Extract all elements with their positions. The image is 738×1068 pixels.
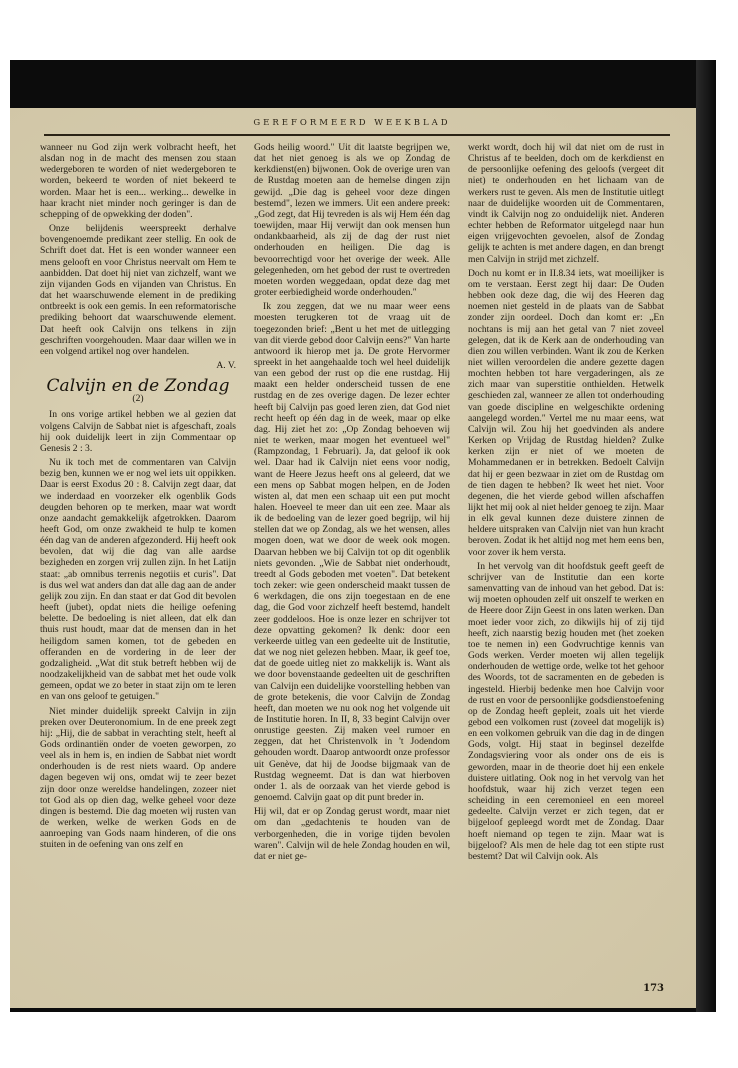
column-2 [254, 142, 450, 986]
scanned-page-background [10, 60, 716, 1012]
paragraph: In ons vorige artikel hebben we al gezien dat volgens Calvijn de Sabbat niet is afgeschaft, zoals hij ook duidelijk leert in zijn Commentaar op Genesis 2 : 3. [40, 409, 236, 454]
paragraph: wanneer nu God zijn werk volbracht heeft, het alsdan nog in de macht des mensen zou staan wedergeboren te worden of niet wedergeboren te worden, bekeerd te worden of niet bekeerd te worden. Maar het is een... werking... dewelke in haar kracht niet minder noch geringer is dan de schepping of de opwekking der doden". [40, 142, 236, 220]
book-spine [696, 60, 716, 1012]
paragraph: Hij wil, dat er op Zondag gerust wordt, maar niet om dan „gedachtenis te houden van de verborgenheden, die in vorige tijden bevolen waren". Calvijn wil de hele Zondag houden en wil, dat er niet ge- [254, 806, 450, 862]
paragraph: In het vervolg van dit hoofdstuk geeft geeft de schrijver van de Institutie dan een korte samenvatting van de inhoud van het gebod. Dat is: wij moeten ophouden zelf uit onszelf te werken en de Heere door Zijn Geest in ons laten werken. Dan moet ieder voor zich, zo dikwijls hij of zij tijd heeft, zich naarstig bezig houden met (het zoeken toe te nemen in) een Godvruchtige kennis van Gods werken. Verder moeten wij allen tegelijk onderhouden de wettige orde, welke tot het gehoor des Woords, tot de sacramenten en de gebeden is ingesteld. Hierbij bedenke men hoe Calvijn voor de rust en voor de persoonlijke godsdienstoefening op de Zondag heeft gepleit, zoals uit het vierde gebod een volkomen rust (zoveel dat mogelijk is) en een volkomen gebruik van die dag in de dingen Gods, volgt. Hij staat in beginsel dezelfde Zondagsviering voor als onder ons de eis is geworden, maar in de theorie doet hij een enkele duistere uitlating. Ook nog in het vervolg van het hoofdstuk, waar hij zich verzet tegen een scheiding in een ceremonieel en een moreel gedeelte. Calvijn verzet er zich tegen, dat er bijgeloof gepleegd wordt met de Zondag. Daar hoeft niemand op tegen te zijn. Maar wat is bijgeloof? Als men de hele dag tot een stipte rust bestemt? Dat wil Calvijn ook. Als [468, 560, 664, 862]
magazine-page [10, 108, 696, 1008]
paragraph: Gods heilig woord." Uit dit laatste begrijpen we, dat het niet genoeg is als we op Zondag de kerkdienst(en) bijwonen. Ook de overige uren van de Rustdag moeten aan de hemelse dingen zijn gewijd. „Die dag is geheel voor deze dingen bestemd", lezen we immers. Uit een andere preek: „God zegt, dat Hij tevreden is als wij Hem één dag toewijden, maar Hij verwijt dan ook mensen hun ondankbaarheid, als zij de dag der rust niet onderhouden en heiligen. Die dag is bevoorrechtigd voor het overige der week. Alle gelegenheden, om het gebod der rust te overtreden moeten worden weggedaan, opdat deze dag met groter eerbiedigheid worde onderhouden." [254, 142, 450, 299]
header-rule [44, 134, 670, 136]
paragraph: Niet minder duidelijk spreekt Calvijn in zijn preken over Deuteronomium. In de ene preek zegt hij: „Hij, die de sabbat in verachting stelt, heeft al Gods ordinantiën onder de voeten geworpen, zo veel als in hem is, en indien de Sabbat niet wordt onderhouden is de rest niets waard. Op andere dagen begeven wij ons, omdat wij te zeer bezet zijn door onze wereldse handelingen, zozeer niet tot God als op dien dag, welke geheel voor deze dingen is bestemd. Die dag moeten wij rusten van de werken, welke de werken Gods en de aanroeping van Gods naam hinderen, of die ons stuiten in de oefening van ons zelf en [40, 705, 236, 851]
author-signature: A. V. [216, 359, 236, 371]
column-1 [40, 142, 236, 986]
running-head: GEREFORMEERD WEEKBLAD [253, 118, 451, 128]
page-number: 173 [643, 983, 664, 994]
column-3 [468, 142, 664, 986]
paragraph: Ik zou zeggen, dat we nu maar weer eens moesten terugkeren tot de vraag uit de toegezonden brief: „Bent u het met de uitlegging van dit vierde gebod door Calvijn eens?" Van harte antwoord ik hierop met ja. De grote Hervormer spreekt in het aangehaalde toch wel heel duidelijk van een gebod der rust op die ene rustdag. Hij maakt een helder onderscheid tussen de ene rustdag en de zes overige dagen. De lezer echter heeft bij Calvijn pas goed leren zien, dat God niet recht heeft op één dag in de week, maar op elke dag. Hij ziet het zo: „Op Zondag behoeven wij niet te werken, maar mogen het eventueel wel" (Rampzondag, 1 Februari). Ja, dat geloof ik ook wel. Daar had ik Calvijn niet eens voor nodig, want de Heere Jezus heeft ons al geleerd, dat we een mens op Sabbat mogen helpen, en de Joden wisten al, dat men een schaap uit een put mocht halen. Hoeveel te meer dan uit een zee. Maar als ik de bedoeling van de lezer goed begrijp, wil hij stellen dat we op Zondag, als we het wensen, alles mogen doen, wat we door de week ook mogen. Daarvan hebben we bij Calvijn tot op dit ogenblik niets gevonden. „Wie de Sabbat niet onderhoudt, treedt al Gods geboden met voeten". Dat betekent toch zeker: wie geen onderscheid maakt tussen de 6 werkdagen, die ons zijn toegestaan en de ene dag, die God voor zichzelf heeft bestemd, handelt zeer goddeloos. Hoe is onze lezer en schrijver tot deze opvatting gekomen? Ik denk: door een verkeerde uitleg van een gedeelte uit de Institutie, dat we nog niet gelezen hebben. Maar, ik geef toe, dat de goede uitleg niet zo makkelijk is. Want als we door bovenstaande gedeelten uit de geschriften van Calvijn een duidelijke voorstelling hebben van de grote betekenis, die voor Calvijn de Zondag heeft, dan moeten we nu ook nog het volgende uit de Institutie horen. In II, 8, 33 begint Calvijn over onrustige geesten. Zij maken veel rumoer en zeggen, dat het Christenvolk in 't Jodendom gehouden wordt. Daarop antwoordt onze professor uit Genève, dat hij de Joodse bijgmaak van de Rustdag wegneemt. Dat is dan wat hierboven onder 1. als de oorzaak van het vierde gebod is genoemd. Calvijn gaat op dit punt breder in. [254, 301, 450, 804]
paragraph: Nu ik toch met de commentaren van Calvijn bezig ben, kunnen we er nog wel iets uit oppikken. Daar is eerst Exodus 20 : 8. Calvijn zegt daar, dat we inderdaad en voorzeker elk ogenblik Gods deugden behoren op te merken, maar wat wordt onze aandacht gemakkelijk afgetrokken. Daarom heeft God, om onze zwakheid te hulp te komen één dag van de anderen afgezonderd. Hij heeft ook bevolen, dat wij die dag van alle aardse bezigheden en zorgen vrij zullen zijn. In het Latijn staat: „ab omnibus terrenis negotiis et curis". Dat is dus wel wat anders dan dat alle dag aan de ander gelijk zou zijn. En dan staat er dat God dit bevolen heeft (jubet), opdat niets die heilige oefening belette. De bedoeling is niet alleen, dat elk dan thuis rust houdt, maar dat de mensen dan in het heiligdom samen komen, tot de gebeden en offeranden en de vordering in de leer der godzaligheid. „Wat dit stuk betreft hebben wij de noodzakelijkheid van de sabbat met het oude volk gemeen, opdat we zo beter in staat zijn om te leren en van ons geloof te getuigen." [40, 457, 236, 703]
paragraph: werkt wordt, doch hij wil dat niet om de rust in Christus af te beelden, doch om de kerkdienst en de persoonlijke oefening des geloofs (vergeet dit niet) te onderhouden en het lichaam van de werkers rust te geven. Als men de Institutie uitlegt naar de duidelijke woorden uit de Commentaren, vindt ik Calvijn nog zo onduidelijk niet. Anderen echter hebben de Reformator uitgelegd naar hun eigen vrijgevochten gevoelen, alsof de Zondag gelijk te achten is met andere dagen, en dan brengt men Calvijn in strijd met zichzelf. [468, 142, 664, 265]
paragraph: Onze belijdenis weerspreekt derhalve bovengenoemde predikant zeer stellig. En ook de Schrift doet dat. Het is een wonder wanneer een mens gelooft en voor Christus neervalt om Hem te aanbidden. Dat doet hij niet van zichzelf, want we zijn vijanden Gods en vijanden van Christus. En dat het waarschuwende element in de prediking ontbreekt is ook een gemis. In een reformatorische prediking behoort dat waarschuwende element. Dat heeft ook Calvijn ons telkens in zijn geschriften voorgehouden. Maar daar willen we in een volgend artikel nog over handelen. [40, 223, 236, 357]
article-title: Calvijn en de Zondag [46, 376, 230, 397]
article-number: (2) [132, 393, 144, 405]
paragraph: Doch nu komt er in II.8.34 iets, wat moeilijker is om te verstaan. Eerst zegt hij daar: De Ouden hebben ook deze dag, die wij des Heeren dag noemen niet gesteld in de plaats van de Sabbat zonder zijn oordeel. Doch dan komt er: „En nochtans is mij aan het getal van 7 niet zoveel gelegen, dat ik de Kerk aan de onderhouding van dien zou willen verbinden. Want ik zou de Kerken niet willen veroordelen die andere gezette dagen mochten hebben tot hare vergaderingen, als ze zich maar van superstitie onthielden. Hetwelk geschieden zal, wanneer ze allen tot onderhouding van goede discipline en welgeschikte ordening aangelegd worden." Vertel me nu maar eens, wat Calvijn wil. Zou hij het goedvinden als andere Kerken op Vrijdag de Rustdag hielden? Zulke kerken zijn er niet of we moeten de Mohammedanen er in betrekken. Bedoelt Calvijn dat hij er geen bezwaar in ziet om de Rustdag om de tien dagen te hebben? Ik weet het niet. Voor degenen, die het vierde gebod willen afschaffen lijkt het mij ook al niet helder genoeg te zijn. Maar in elk geval kunnen deze duistere zinnen de heldere uitspraken van Calvijn niet van hun kracht beroven. Zodat ik het altijd nog met hem eens ben, voor zover ik hem versta. [468, 267, 664, 558]
